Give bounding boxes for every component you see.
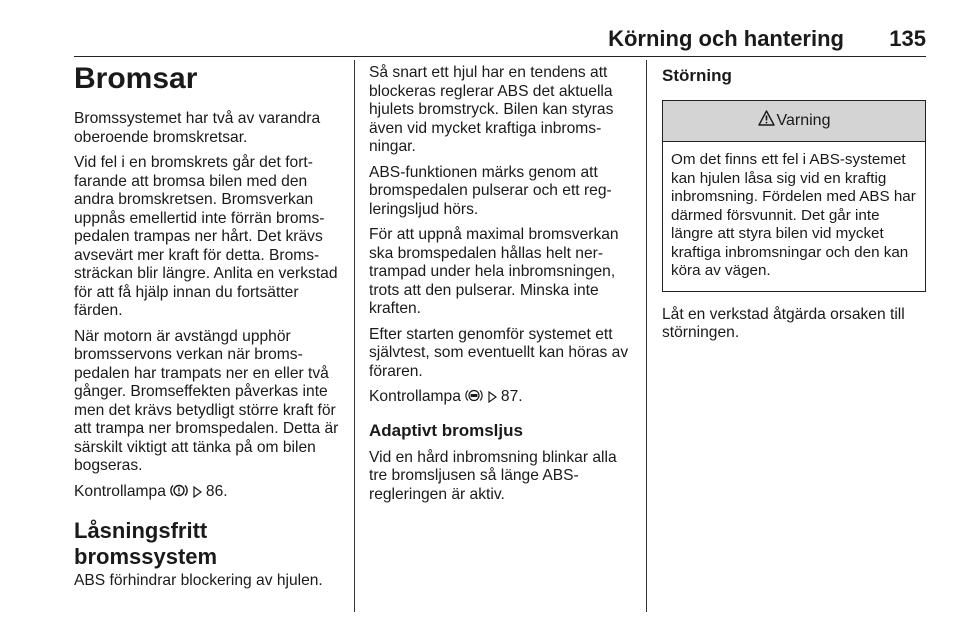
page-ref-arrow-icon [488, 390, 497, 409]
column-2 [369, 64, 639, 511]
paragraph: Efter starten genomför systemet ett självtest, som eventuellt kan höras av föraren. [369, 325, 629, 380]
chapter-title: Körning och hantering [608, 26, 844, 51]
page-ref-arrow-icon [193, 485, 202, 504]
section-heading-bromsar: Bromsar [74, 62, 198, 95]
page-header [74, 24, 926, 54]
lamp-page-ref: 86. [205, 482, 228, 500]
warning-box [662, 100, 926, 292]
paragraph: ABS förhindrar blockering av hjulen. [74, 572, 323, 589]
paragraph: Så snart ett hjul har en tendens att blockeras reglerar ABS det aktuella hjulets bromstryck. Bilen kan styras även vid mycket kraftiga inbromsningar. [369, 64, 614, 155]
column-1 [74, 60, 344, 598]
paragraph: Vid en hård inbromsning blinkar alla tre bromsljusen så länge ABS-regleringen är aktiv. [369, 448, 617, 503]
abs-warning-icon [465, 388, 483, 409]
subheading-adaptive-brake-light: Adaptivt bromsljus [369, 420, 523, 440]
paragraph: För att uppnå maximal bromsverkan ska bromspedalen hållas helt nertrampad under hela inbromsningen, trots att den pulserar. Minska inte kraften. [369, 226, 619, 317]
column-divider-1 [354, 60, 355, 612]
warning-title: Varning [776, 111, 831, 129]
paragraph: Vid fel i en bromskrets går det fortfarande att bromsa bilen med den andra bromskretsen. Bromsverkan uppnås emellertid inte förrän bromspedalen trampas ner hårt. Det krävs avsevärt mer kraft för detta. Bromssträckan blir längre. Anlita en verkstad för att få hjälp innan du fortsätter färden. [74, 154, 338, 319]
paragraph: När motorn är avstängd upphör bromsservons verkan när bromspedalen har trampats ner en eller två gånger. Bromseffekten påverkas inte men det krävs betydligt större kraft för att trampa ner bromspedalen. Detta är särskilt viktigt att tänka på om bilen bogseras. [74, 327, 339, 474]
warning-header [663, 101, 925, 142]
lamp-reference [74, 483, 344, 504]
page-number: 135 [889, 26, 926, 51]
lamp-label: Kontrollampa [74, 482, 166, 500]
header-rule [74, 56, 926, 57]
paragraph: ABS-funktionen märks genom att bromspedalen pulserar och ett regleringsljud hörs. [369, 163, 612, 218]
column-3 [662, 64, 927, 350]
lamp-page-ref: 87. [500, 388, 523, 405]
subheading-fault: Störning [662, 66, 732, 85]
warning-text: Om det finns ett fel i ABS-systemet kan hjulen låsa sig vid en kraftig inbromsning. Fördelen med ABS har därmed försvunnit. Det går inte längre att styra bilen vid mycket kraftiga inbromsningar och den kan köra av vägen. [671, 151, 916, 279]
subheading-abs: Låsningsfritt bromssystem [74, 518, 218, 569]
lamp-label: Kontrollampa [369, 388, 461, 405]
lamp-reference [369, 388, 639, 409]
brake-warning-icon [170, 483, 188, 504]
paragraph: Bromssystemet har två av varandra oberoende bromskretsar. [74, 110, 321, 146]
paragraph: Låt en verkstad åtgärda orsaken till störningen. [662, 305, 905, 341]
column-divider-2 [646, 60, 647, 612]
warning-triangle-icon [758, 110, 775, 132]
